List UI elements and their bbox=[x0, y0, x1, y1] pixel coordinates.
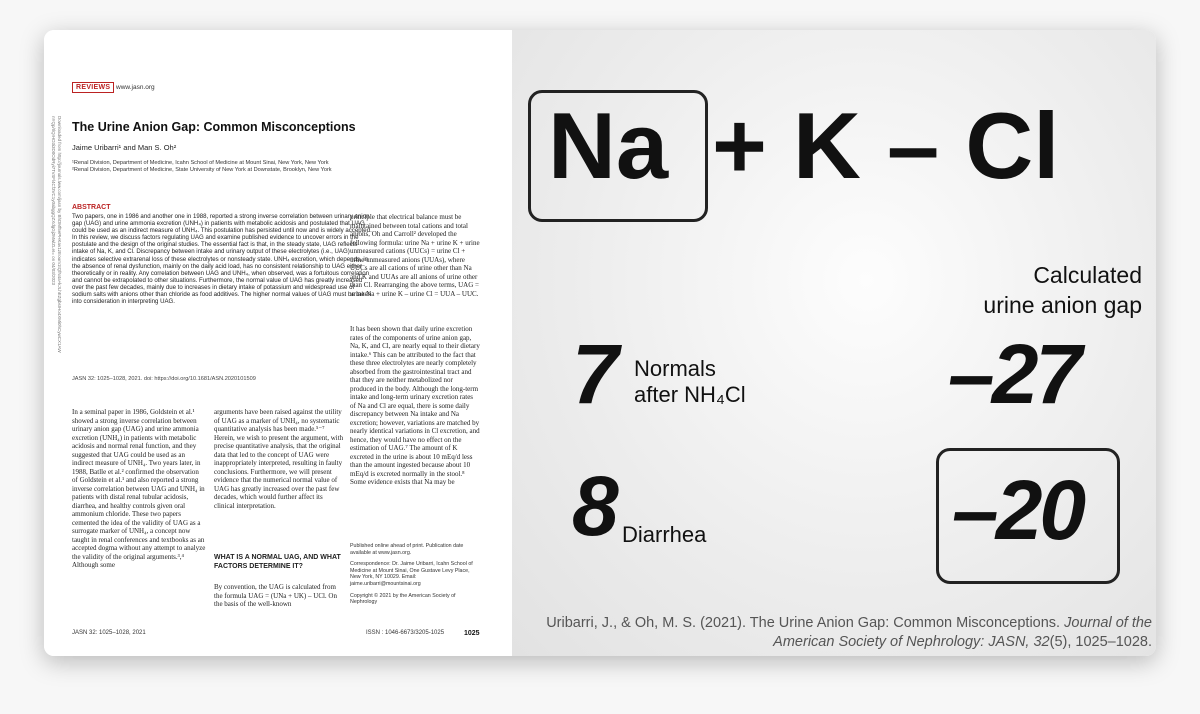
formula-pane bbox=[512, 30, 1156, 656]
footnotes bbox=[350, 543, 480, 611]
affiliation-2: ²Renal Division, Department of Medicine, State University of New York at Downstate, Brooklyn, New York bbox=[72, 167, 332, 173]
calculated-uag-label bbox=[902, 260, 1142, 320]
section-heading: WHAT IS A NORMAL UAG, AND WHAT FACTORS DETERMINE IT? bbox=[214, 554, 341, 570]
paper-page bbox=[44, 30, 512, 656]
row2-count: 8 bbox=[572, 459, 619, 553]
citation-line: JASN 32: 1025–1028, 2021. doi: https://doi.org/10.1681/ASN.2020101509 bbox=[72, 376, 256, 382]
calc-label-line-1: Calculated bbox=[1033, 262, 1142, 288]
formula-na: Na bbox=[548, 93, 669, 198]
row2-label: Diarrhea bbox=[622, 522, 707, 547]
abstract-heading: ABSTRACT bbox=[72, 204, 111, 211]
footer-journal: JASN 32: 1025–1028, 2021 bbox=[72, 630, 146, 636]
slide bbox=[44, 30, 1156, 656]
affiliations bbox=[72, 160, 432, 174]
row1-label bbox=[634, 356, 746, 408]
journal-site: www.jasn.org bbox=[116, 84, 155, 91]
reference bbox=[526, 614, 1152, 652]
row1-uag-value: –27 bbox=[948, 327, 1080, 421]
page-number: 1025 bbox=[464, 630, 480, 637]
row1-label-line-2: after NH₄Cl bbox=[634, 382, 746, 407]
footnote-correspondence: Correspondence: Dr. Jaime Uribarri, Icahn School of Medicine at Mount Sinai, One Gustave Levy Place, New York, NY 10029. Email: jaime.uribarri@mountsinai.org bbox=[350, 561, 473, 587]
reference-end: (5), 1025–1028. bbox=[1049, 634, 1152, 650]
right-column-text-2: It has been shown that daily urine excretion rates of the components of urine anion gap, Na, K, and Cl, are nearly equal to their dietary intake.⁶ This can be attributed to the fact that these three electrolytes are nearly completely absorbed from the gastrointestinal tract and that they are neither metabolized nor produced in the body. Although the long-term intake and long-term urinary excretion rates of Na and Cl are equal, there is some daily discrepancy between Na intake and Na excretion; however, variations are matched by nearly identical variations in Cl excretion, and hence, they would have no effect on the estimation of UAG.⁷ The amount of K excreted in the urine is about 10 mEq/d less than the amount ingested because about 10 mEq/d is excreted normally in the stool.⁸ Some evidence exists that Na may be bbox=[350, 325, 480, 486]
row2-uag-value: –20 bbox=[952, 463, 1084, 557]
right-column-text: principle that electrical balance must be maintained between total cations and total anions, Oh and Carroll² developed the following formula: urine Na + urine K + urine unmeasured cations (UUCs) = urine Cl + urine unmeasured anions (UUAs), where UUCs are all cations of urine other than Na and K and UUAs are all anions of urine other than Cl. Rearranging the above terms, UAG = urine Na + urine K – urine Cl = UUA – UUC. bbox=[350, 213, 480, 298]
paper-authors: Jaime Uribarri¹ and Man S. Oh² bbox=[72, 143, 177, 152]
reference-plain: Uribarri, J., & Oh, M. S. (2021). The Urine Anion Gap: Common Misconceptions. bbox=[546, 615, 1065, 631]
body-column-1: In a seminal paper in 1986, Goldstein et al.¹ showed a strong inverse correlation between urinary anion gap (UAG) and urine ammonia excretion (UNH₄) in patients with metabolic acidosis and normal renal function, and they suggested that UAG could be used as an indirect measure of UNH₄. Two years later, in 1988, Batlle et al.² confirmed the observation of Goldstein et al.¹ and also reported a strong inverse correlation between UAG and UNH₄ in patients with distal renal tubular acidosis, diarrhea, and healthy controls given oral ammonium chloride. These two papers cemented the idea of the validity of UAG as a surrogate marker of UNH₄, a concept now taught in renal conferences and textbooks as an accepted dogma without any attempt to analyze the validity of the original arguments.³,⁴ Although some bbox=[72, 408, 206, 569]
footnote-copyright: Copyright © 2021 by the American Society of Nephrology bbox=[350, 592, 456, 606]
footnote-published: Published online ahead of print. Publication date available at www.jasn.org. bbox=[350, 543, 464, 556]
row1-label-line-1: Normals bbox=[634, 356, 716, 381]
abstract-text: Two papers, one in 1986 and another one in 1988, reported a strong inverse correlation between urinary anion gap (UAG) and urine ammonia excretion (UNH₄) in patients with metabolic acidosis and postulated that UAG could be used as an indirect measure of UNH₄. This postulation has persisted until now and is widely accepted. In this review, we discuss factors regulating UAG and examine published evidence to uncover errors in the postulate and the design of the original studies. The essential fact is that, in the steady state, UAG reflects intake of Na, K, and Cl. Discrepancy between intake and urinary output of these electrolytes (i.e., UAG) indicates selective extrarenal loss of these electrolytes or nonsteady state. UNH₄ excretion, which depends, in the absence of renal dysfunction, mainly on the daily acid load, has no consistent relationship to UAG either theoretically or in reality. Any correlation between UAG and UNH₄, when observed, was a fortuitous correlation and cannot be extrapolated to other situations. Furthermore, the normal value of UAG has greatly increased over the past few decades, mainly due to increases in dietary intake of potassium and widespread use of sodium salts with anions other than chloride as food additives. The higher normal values of UAG must be taken into consideration in interpreting UAG. bbox=[72, 213, 372, 306]
reference-journal: Journal of the American Society of Nephrology: JASN, 32 bbox=[773, 615, 1152, 650]
paper-title: The Urine Anion Gap: Common Misconceptions bbox=[72, 120, 356, 134]
reviews-tag: REVIEWS bbox=[72, 82, 114, 93]
calc-label-line-2: urine anion gap bbox=[983, 292, 1142, 318]
body-column-2b: By convention, the UAG is calculated from the formula UAG = (UNa + UK) – UCl. On the basis of the well-known bbox=[214, 583, 337, 608]
row1-count: 7 bbox=[572, 327, 619, 421]
download-note: Downloaded from http://journals.lww.com/jasn by BhDMf5ePHKav1zEoum1tQfN4a+kJLhEZgbsIHo4XMi0hCywCX1AW nYQp/IlQrHD3i3D0OdRyi7TvSFl4Cf3VC1y0abggQZXdgGj2MwlZLeI= on 04/03/2023 bbox=[51, 116, 62, 353]
body-column-2: arguments have been raised against the utility of UAG as a marker of UNH₄, no systematic quantitative analysis has been made.⁵⁻⁷ Herein, we wish to present the argument, with precise quantitative analysis, that the original data that led to the concept of UAG were inappropriately interpreted, resulting in faulty conclusions. Furthermore, we will present evidence that the numerical normal value of UAG has greatly increased over the past few decades, which would further affect its clinical interpretation. bbox=[214, 408, 344, 510]
formula-rest: + K – Cl bbox=[712, 93, 1060, 198]
footer-issn: ISSN : 1046-6673/3205-1025 bbox=[366, 630, 445, 636]
affiliation-1: ¹Renal Division, Department of Medicine, Icahn School of Medicine at Mount Sinai, New York, New York bbox=[72, 160, 329, 166]
